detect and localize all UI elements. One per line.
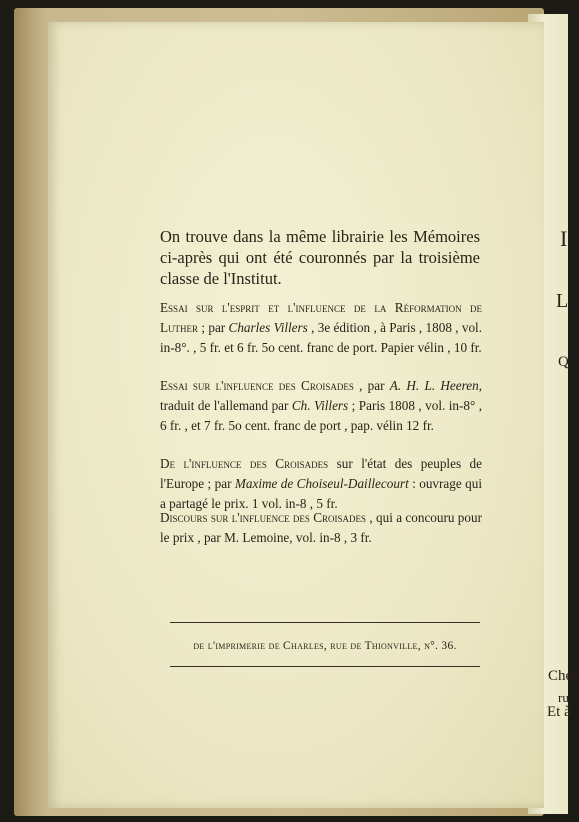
facing-page-fragment: I (560, 226, 568, 251)
intro-paragraph: On trouve dans la même librairie les Mémoires ci-après qui ont été couronnés par la troisième classe de l'Institut. (160, 227, 480, 288)
rule-top (170, 622, 480, 623)
entry-details: , 3e édition , à Paris , 1808 , vol. in-8°. , 5 fr. et 6 fr. 5o cent. franc de port. Papier vélin , 10 fr. (160, 320, 483, 355)
entry-separator: , par (353, 378, 390, 393)
entry-separator: ; par (198, 320, 229, 335)
facing-page-fragment: Q (558, 354, 569, 370)
entry-title: De l'influence des Croisades (160, 456, 329, 471)
entry-title: Essai sur l'esprit et l'influence de la Réformation de Luther (160, 300, 482, 335)
entry-title: Essai sur l'influence des Croisades (160, 378, 354, 393)
facing-page-fragment: Et à (547, 704, 571, 720)
entry-details: , traduit de l'allemand par (160, 378, 483, 413)
entry-author: Charles Villers (228, 320, 308, 335)
entry-translator: Ch. Villers (291, 398, 349, 413)
catalog-entry-1 (160, 298, 482, 358)
facing-page-fragment: ru (558, 690, 569, 705)
catalog-entry-3 (160, 454, 482, 514)
catalog-entry-2 (160, 376, 482, 436)
imprint-line: de l'imprimerie de Charles, rue de Thionville, n°. 36. (193, 640, 457, 652)
facing-page-fragment: Chez (548, 668, 579, 684)
facing-page-fragment: L (556, 290, 569, 312)
entry-author: A. H. L. Heeren (389, 378, 479, 393)
rule-bottom (170, 666, 480, 667)
entry-details-2: ; Paris 1808 , vol. in-8° , 6 fr. , et 7 fr. 5o cent. franc de port , pap. vélin 12 fr. (160, 398, 482, 433)
entry-separator: sur l'état des peuples de l'Europe ; par (160, 456, 482, 491)
entry-separator: , qui a concouru pour le prix , par M. (160, 510, 482, 545)
entry-title: Discours sur l'influence des Croisades (160, 510, 367, 525)
entry-details: : ouvrage qui a partagé le prix. 1 vol. in-8 , 5 fr. (160, 476, 482, 511)
entry-author: Lemoine (242, 530, 290, 545)
entry-author: Maxime de Choiseul-Daillecourt (234, 476, 409, 491)
catalog-entry-4 (160, 508, 482, 548)
entry-details: , vol. in-8 , 3 fr. (289, 530, 372, 545)
